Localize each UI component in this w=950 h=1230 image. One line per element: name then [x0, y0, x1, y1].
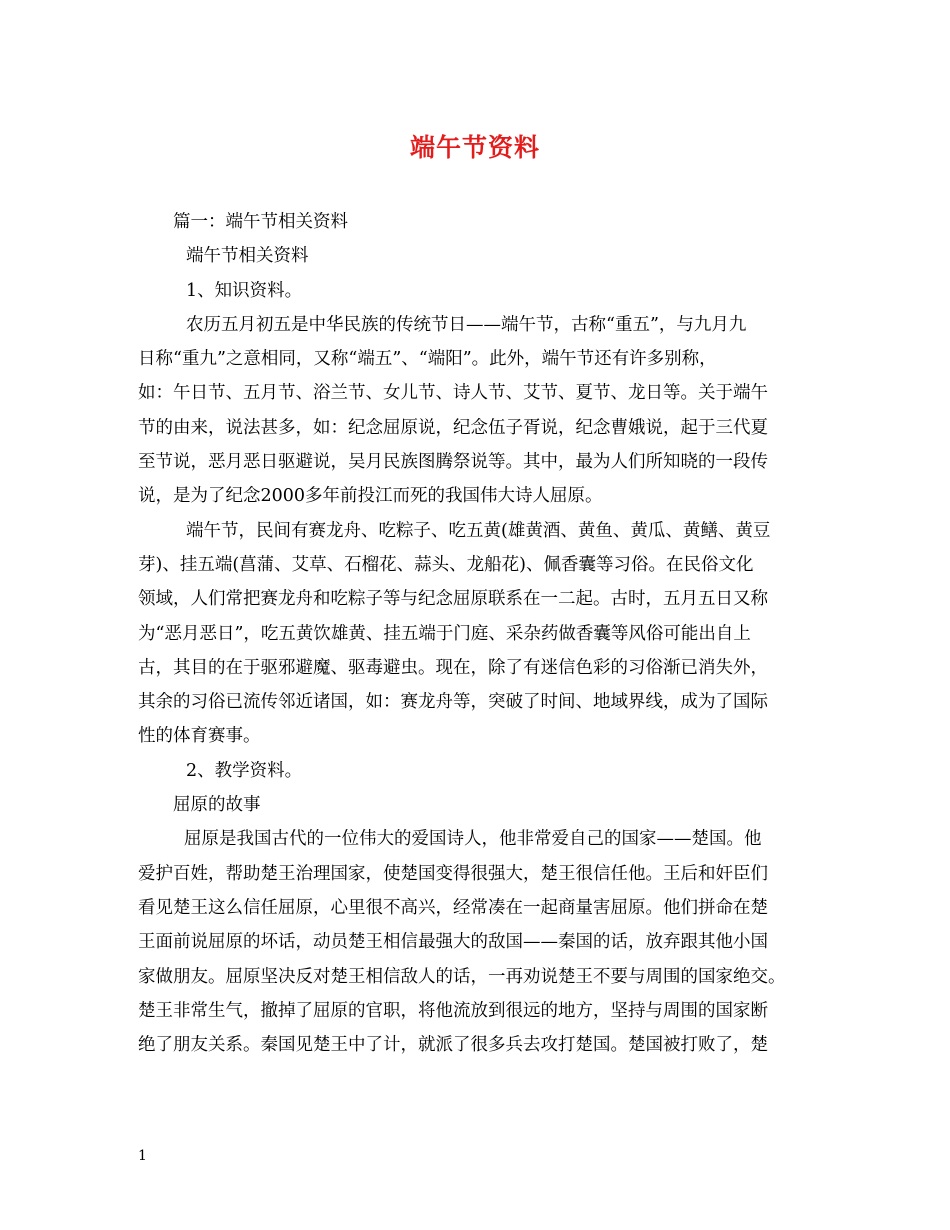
- paragraph-line: 王面前说屈原的坏话，动员楚王相信最强大的敌国——秦国的话，放弃跟其他小国: [138, 932, 768, 953]
- paragraph-line: 古，其目的在于驱邪避魔、驱毒避虫。现在，除了有迷信色彩的习俗渐已消失外，: [138, 657, 768, 678]
- paragraph-line: 节的由来，说法甚多，如：纪念屈原说，纪念伍子胥说，纪念曹娥说，起于三代夏: [138, 417, 768, 438]
- document-title: 端午节资料: [409, 133, 540, 162]
- paragraph-line: 其余的习俗已流传邻近诸国，如：赛龙舟等，突破了时间、地域界线，成为了国际: [138, 692, 768, 713]
- paragraph-line: 至节说，恶月恶日驱避说，吴月民族图腾祭说等。其中，最为人们所知晓的一段传: [138, 452, 768, 473]
- list-item-heading: 2、教学资料。: [186, 760, 303, 781]
- paragraph-line: 日称“重九”之意相同，又称“端五”、“端阳”。此外，端午节还有许多别称，: [138, 349, 717, 370]
- subheading: 端午节相关资料: [186, 246, 309, 267]
- paragraph-line: 农历五月初五是中华民族的传统节日——端午节，古称“重五”，与九月九: [186, 314, 747, 335]
- paragraph-line: 绝了朋友关系。秦国见楚王中了计，就派了很多兵去攻打楚国。楚国被打败了，楚: [138, 1035, 768, 1056]
- paragraph-line: 芽)、挂五端(菖蒲、艾草、石榴花、蒜头、龙船花)、佩香囊等习俗。在民俗文化: [138, 554, 754, 575]
- paragraph-line: 性的体育赛事。: [138, 726, 261, 747]
- paragraph-line: 屈原是我国古代的一位伟大的爱国诗人，他非常爱自己的国家——楚国。他: [184, 829, 762, 850]
- paragraph-line: 说，是为了纪念2000多年前投江而死的我国伟大诗人屈原。: [138, 486, 603, 507]
- story-title: 屈原的故事: [173, 795, 261, 816]
- paragraph-line: 楚王非常生气，撤掉了屈原的官职，将他流放到很远的地方，坚持与周围的国家断: [138, 1000, 768, 1021]
- page-number: 1: [138, 1148, 147, 1164]
- paragraph-line: 如：午日节、五月节、浴兰节、女儿节、诗人节、艾节、夏节、龙日等。关于端午: [138, 383, 768, 404]
- list-item-heading: 1、知识资料。: [186, 280, 303, 301]
- paragraph-line: 家做朋友。屈原坚决反对楚王相信敌人的话，一再劝说楚王不要与周围的国家绝交。: [138, 966, 786, 987]
- paragraph-line: 为“恶月恶日”，吃五黄饮雄黄、挂五端于门庭、采杂药做香囊等风俗可能出自上: [138, 623, 751, 644]
- document-body: [138, 205, 828, 1062]
- paragraph-line: 端午节，民间有赛龙舟、吃粽子、吃五黄(雄黄酒、黄鱼、黄瓜、黄鳝、黄豆: [186, 520, 771, 541]
- paragraph-line: 爱护百姓，帮助楚王治理国家，使楚国变得很强大，楚王很信任他。王后和奸臣们: [138, 863, 768, 884]
- paragraph-line: 看见楚王这么信任屈原，心里很不高兴，经常凑在一起商量害屈原。他们拼命在楚: [138, 897, 768, 918]
- paragraph-line: 领域，人们常把赛龙舟和吃粽子等与纪念屈原联系在一二起。古时，五月五日又称: [138, 589, 768, 610]
- section-heading: 篇一：端午节相关资料: [173, 212, 348, 232]
